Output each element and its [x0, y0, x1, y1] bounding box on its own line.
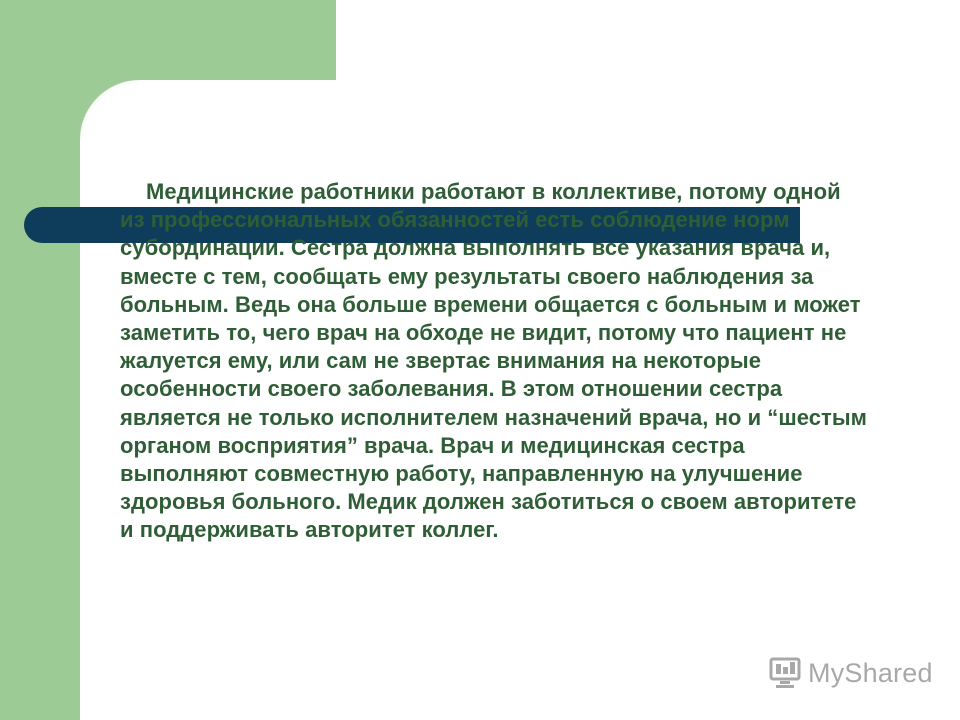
top-green-band: [0, 0, 336, 80]
rounded-corner: [80, 80, 140, 140]
watermark-logo: [768, 655, 933, 691]
body-paragraph: Медицинские работники работают в коллективе, потому одной из профессиональных обязанностей есть соблюдение норм субординации. Сестра должна выполнять все указания врача и, вместе с тем, сообщать ему результаты своего наблюдения за больным. Ведь она больше времени общается с больным и может заметить то, чего врач на обходе не видит, потому что пациент не жалуется ему, или сам не звертає внимания на некоторые особенности своего заболевания. В этом отношении сестра является не только исполнителем назначений врача, но и “шестым органом восприятия” врача. Врач и медицинская сестра выполняют совместную работу, направленную на улучшение здоровья больного. Медик должен заботиться о своем авторитете и поддерживать авторитет коллег.: [120, 179, 868, 543]
watermark-text: MyShared: [808, 657, 933, 688]
monitor-icon: [768, 656, 802, 690]
left-green-band: [0, 0, 80, 720]
